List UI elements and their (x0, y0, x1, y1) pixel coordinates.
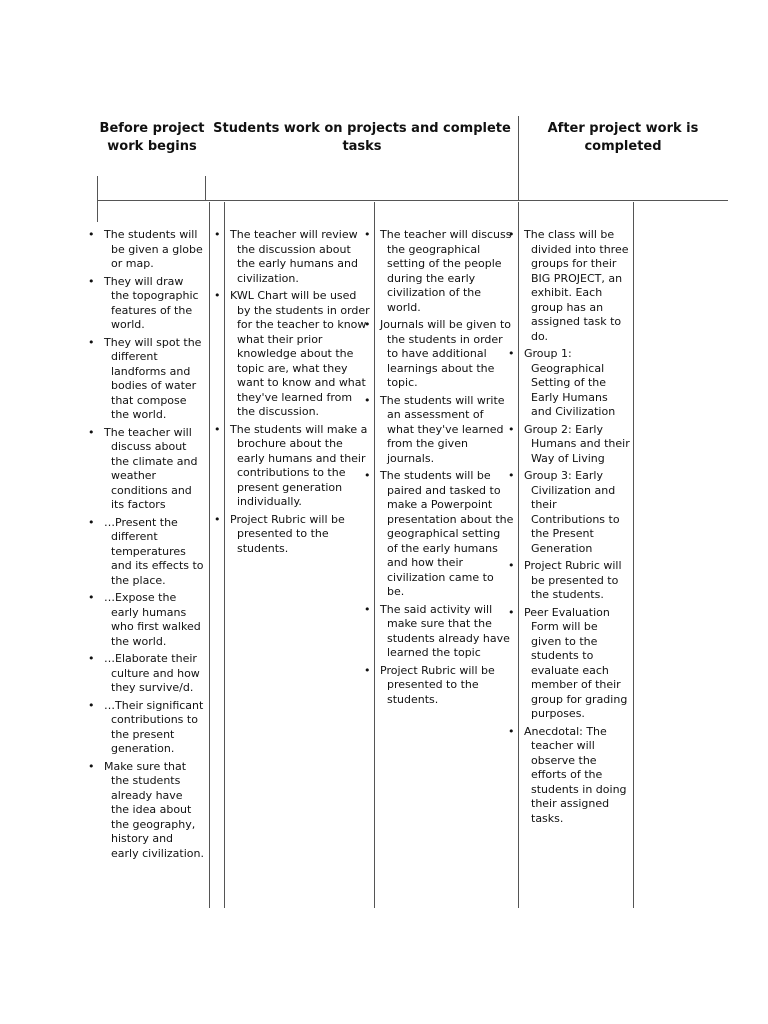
list-item: • KWL Chart will be used by the students in order for the teacher to know what their prior knowledge about the topic are, what they want to know and what they've learned from the discussion. (214, 289, 370, 420)
list-item: • …Their significant contributions to the present generation. (88, 699, 204, 757)
header-after: After project work is completed (547, 121, 699, 154)
list-item: • The students will make a brochure about the early humans and their contributions to the present generation individually. (214, 423, 370, 510)
list-item: • The teacher will discuss about the climate and weather conditions and its factors (88, 426, 204, 513)
header-during: Students work on projects and complete tasks (213, 121, 511, 154)
grid-line (518, 116, 519, 200)
grid-line (633, 202, 634, 908)
list-item: • The students will write an assessment of what they've learned from the given journals. (364, 394, 514, 467)
grid-line (97, 200, 728, 201)
list-item: • The students will be given a globe or map. (88, 228, 204, 272)
list-item: • The class will be divided into three groups for their BIG PROJECT, an exhibit. Each group has an assigned task to do. (508, 228, 630, 344)
list-item: • Make sure that the students already have the idea about the geography, history and early civilization. (88, 760, 204, 862)
list-item: • Group 2: Early Humans and their Way of Living (508, 423, 630, 467)
grid-line (97, 176, 98, 222)
list-item: • They will spot the different landforms and bodies of water that compose the world. (88, 336, 204, 423)
list-item: • Group 3: Early Civilization and their Contributions to the Present Generation (508, 469, 630, 556)
before-column (88, 228, 204, 864)
header-before: Before project work begins (99, 121, 205, 154)
list-item: • Peer Evaluation Form will be given to the students to evaluate each member of their group for grading purposes. (508, 606, 630, 722)
list-item: • …Expose the early humans who first walked the world. (88, 591, 204, 649)
list-item: • Project Rubric will be presented to the students. (214, 513, 370, 557)
list-item: • The teacher will review the discussion about the early humans and civilization. (214, 228, 370, 286)
after-column (508, 228, 630, 829)
list-item: • Group 1: Geographical Setting of the Early Humans and Civilization (508, 347, 630, 420)
list-item: • Anecdotal: The teacher will observe the efforts of the students in doing their assigned tasks. (508, 725, 630, 827)
list-item: • The said activity will make sure that the students already have learned the topic (364, 603, 514, 661)
during-column-1 (214, 228, 370, 559)
list-item: • They will draw the topographic features of the world. (88, 275, 204, 333)
list-item: • Project Rubric will be presented to the students. (364, 664, 514, 708)
list-item: • The students will be paired and tasked to make a Powerpoint presentation about the geographical setting of the early humans and how their civilization came to be. (364, 469, 514, 600)
list-item: • Project Rubric will be presented to the students. (508, 559, 630, 603)
grid-line (205, 176, 206, 200)
during-column-2 (364, 228, 514, 710)
list-item: • Journals will be given to the students in order to have additional learnings about the topic. (364, 318, 514, 391)
grid-line (209, 202, 210, 908)
list-item: • The teacher will discuss the geographical setting of the people during the early civilization of the world. (364, 228, 514, 315)
list-item: • …Present the different temperatures and its effects to the place. (88, 516, 204, 589)
list-item: • …Elaborate their culture and how they survive/d. (88, 652, 204, 696)
